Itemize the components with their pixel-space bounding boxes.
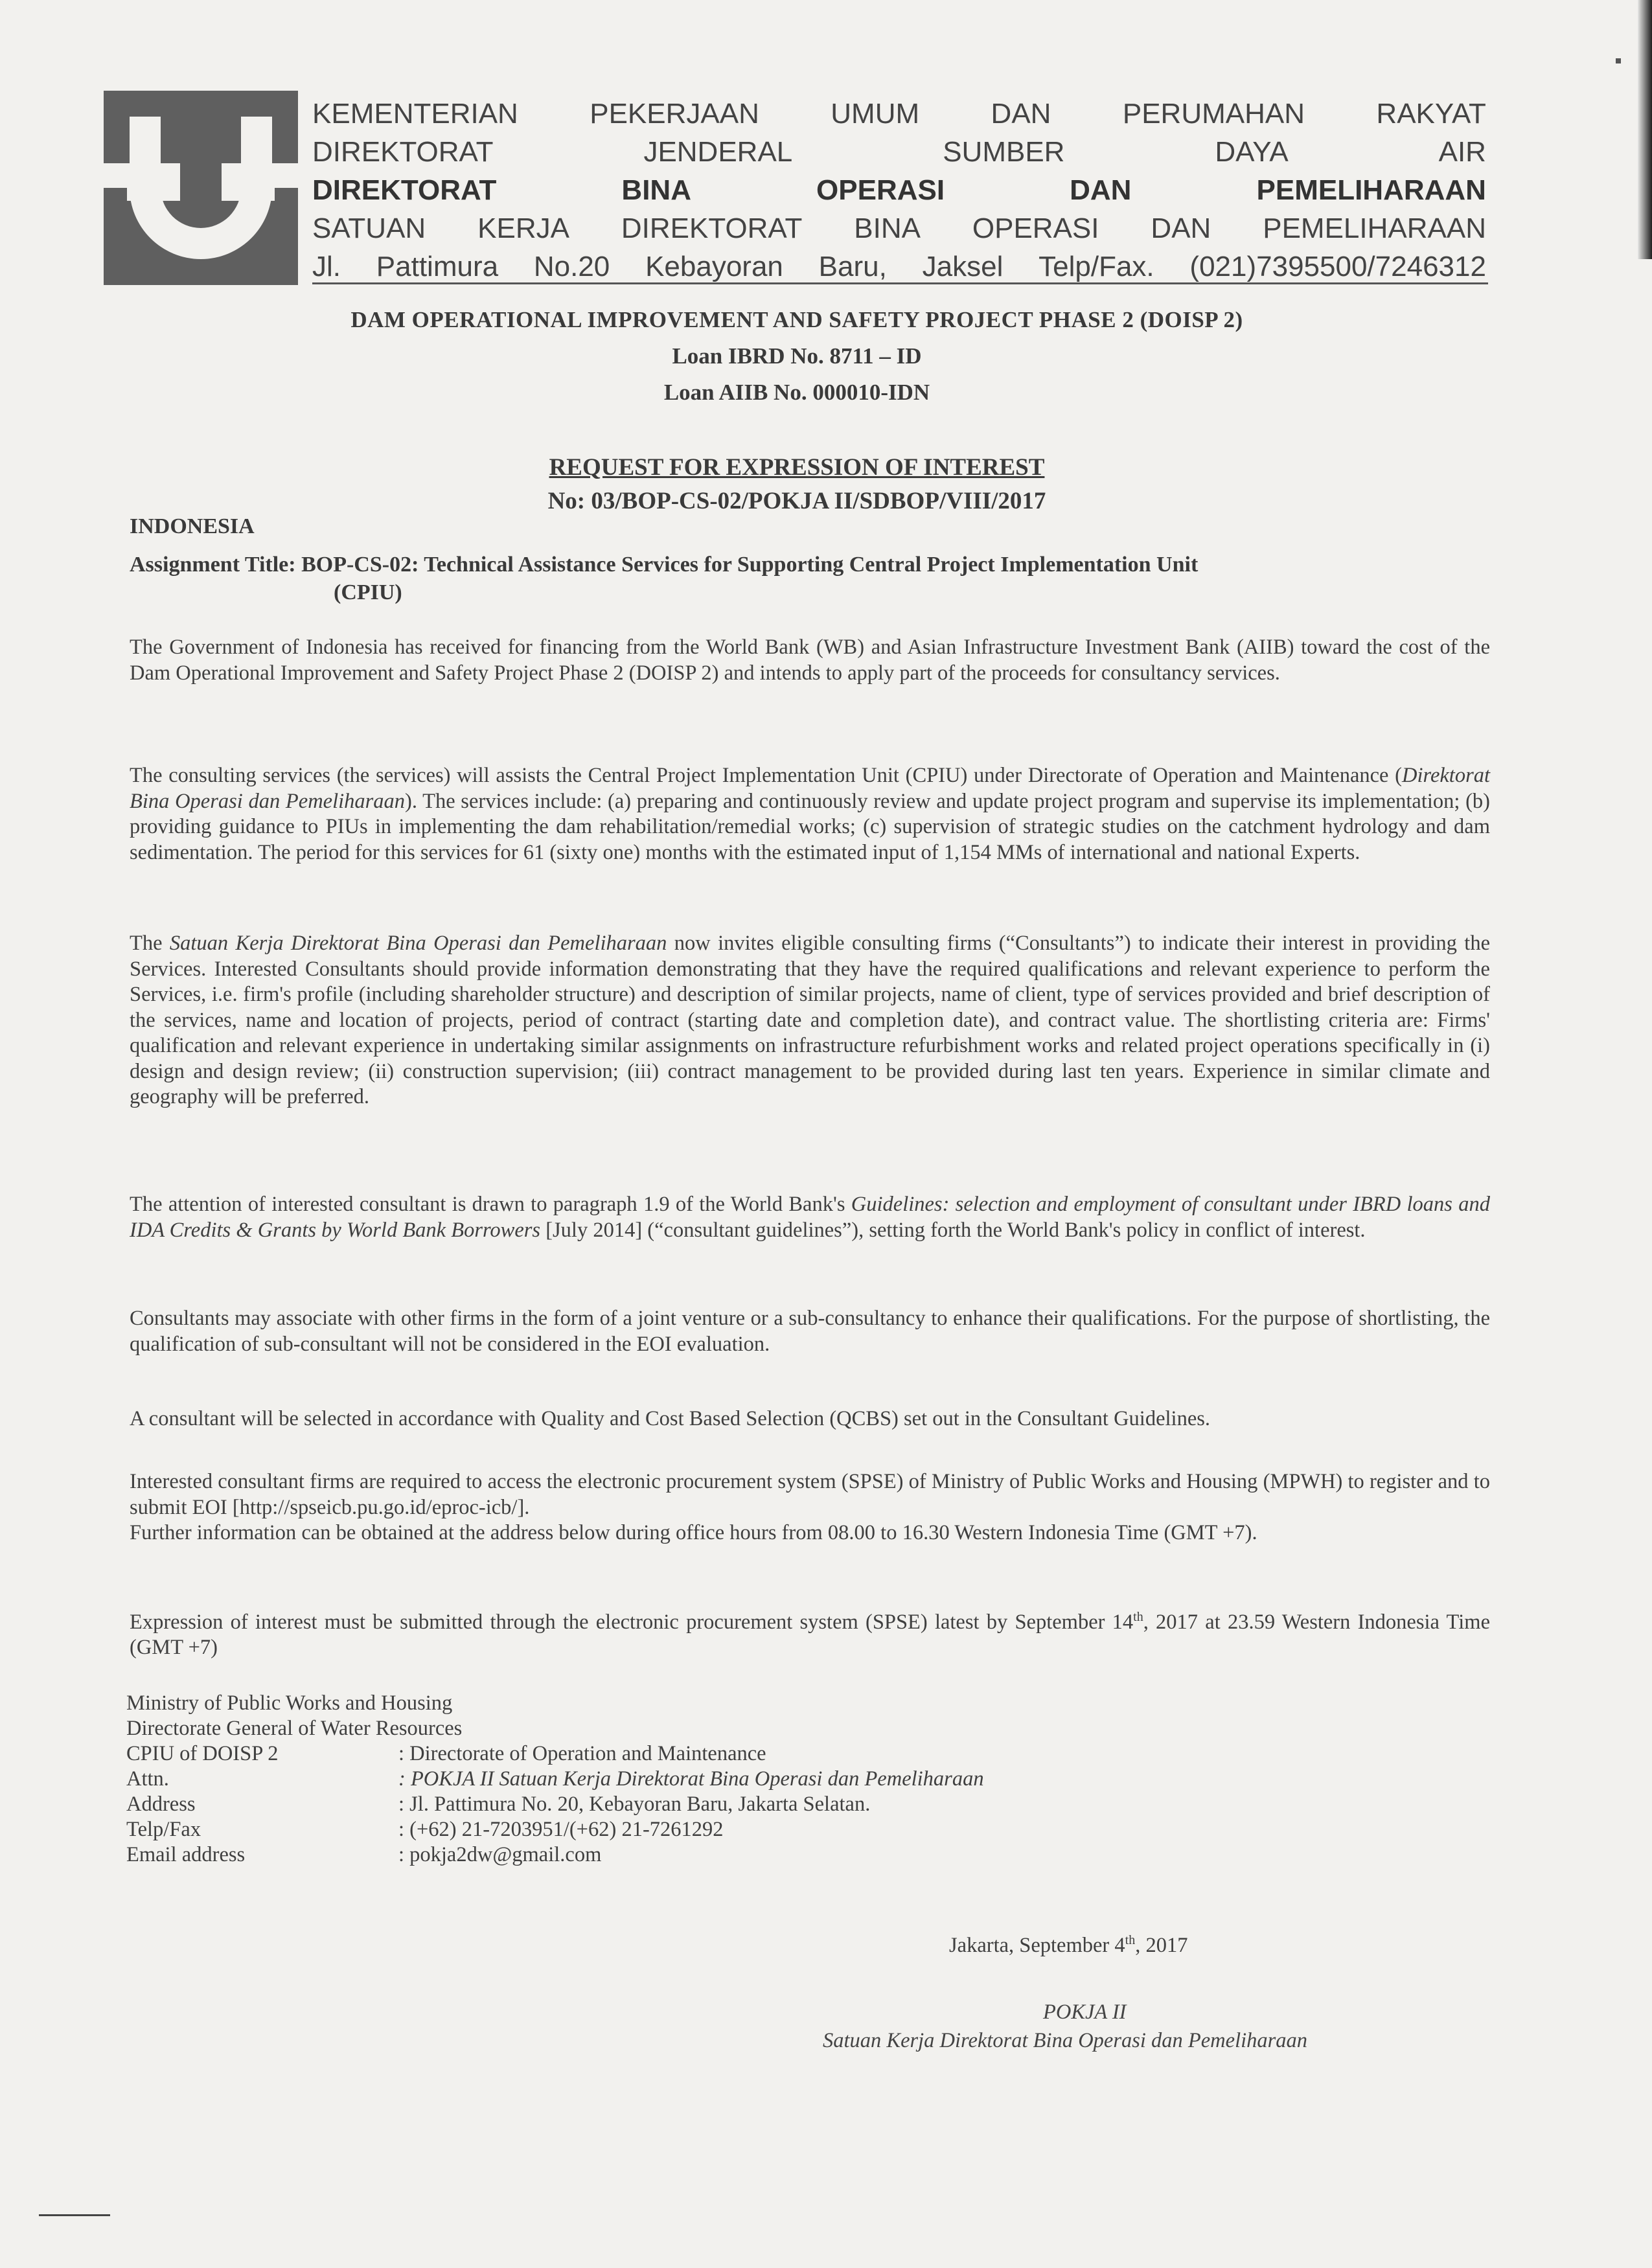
letterhead-word: PERUMAHAN <box>1122 98 1305 130</box>
scan-speck <box>1616 58 1621 63</box>
scan-page-edge <box>1638 0 1652 259</box>
letterhead <box>104 91 1490 285</box>
date-text-b: , 2017 <box>1135 1933 1188 1957</box>
invitation-text-a: The <box>130 932 170 955</box>
registration-text: Interested consultant firms are required to access the electronic procurement system (SPSE) of Ministry of Public Works and Housing (MPWH) to register and to submit EOI [http://spseicb.pu.go.id/eproc-icb/]. <box>130 1470 1490 1519</box>
guidelines-text-b: [July 2014] (“consultant guidelines”), setting forth the World Bank's policy in conflict of interest. <box>540 1218 1366 1242</box>
signature-date <box>949 1933 1187 1958</box>
paragraph-registration <box>130 1469 1490 1546</box>
contact-email: : pokja2dw@gmail.com <box>398 1843 602 1866</box>
deadline-sup: th <box>1133 1610 1143 1624</box>
letterhead-word: DIREKTORAT <box>621 212 803 244</box>
deadline-text-a: Expression of interest must be submitted through the electronic procurement system (SPSE) latest by September 14 <box>130 1610 1134 1634</box>
letterhead-word: Jaksel <box>922 251 1004 282</box>
office-address <box>312 247 1486 286</box>
services-text-b: ). The services include: (a) preparing and continuously review and update project program and supervise its implementation; (b) providing guidance to PIUs in implementing the dam rehabilitation/remedial works; (c) supervision of strategic studies on the catchment hydrology and dam sedimentation. The period for this services for 61 (sixty one) months with the estimated input of 1,154 MMs of international and national Experts. <box>130 789 1490 864</box>
project-title: DAM OPERATIONAL IMPROVEMENT AND SAFETY PROJECT PHASE 2 (DOISP 2) <box>350 307 1243 332</box>
contact-row <box>126 1792 984 1817</box>
paragraph-association: Consultants may associate with other firms in the form of a joint venture or a sub-consultancy to enhance their qualifications. For the purpose of shortlisting, the qualification of sub-consultant will not be considered in the EOI evaluation. <box>130 1307 1490 1356</box>
assignment-title <box>130 551 1438 606</box>
letterhead-rule <box>312 282 1488 284</box>
ministry-name <box>312 95 1486 133</box>
letterhead-word: (021)7395500/7246312 <box>1189 251 1486 282</box>
letterhead-word: BINA <box>621 174 691 206</box>
loan-ibrd: Loan IBRD No. 8711 – ID <box>672 343 922 369</box>
letterhead-word: DAYA <box>1215 136 1289 168</box>
rfe-heading: REQUEST FOR EXPRESSION OF INTEREST <box>549 454 1045 481</box>
letterhead-word: PEMELIHARAAN <box>1263 212 1486 244</box>
deadline-text-b: , 2017 at 23.59 Western Indonesia Time (GMT +7) <box>130 1610 1490 1660</box>
letterhead-word: Jl. <box>312 251 341 282</box>
letterhead-word: DAN <box>1151 212 1211 244</box>
letterhead-word: OPERASI <box>972 212 1099 244</box>
contact-ministry: Ministry of Public Works and Housing <box>126 1691 453 1715</box>
letterhead-word: JENDERAL <box>643 136 793 168</box>
services-text-a: The consulting services (the services) will assists the Central Project Implementation Unit (CPIU) under Directorate of Operation and Maintenance ( <box>130 764 1402 787</box>
services-directorate-italic: Direktorat Bina Operasi dan Pemeliharaan <box>130 764 1490 813</box>
paragraph-financing: The Government of Indonesia has received for financing from the World Bank (WB) and Asian Infrastructure Investment Bank (AIIB) toward the cost of the Dam Operational Improvement and Safety Project Phase 2 (DOISP 2) and intends to apply part of the proceeds for consultancy services. <box>130 636 1490 685</box>
date-sup: th <box>1125 1933 1136 1947</box>
guidelines-text-a: The attention of interested consultant is drawn to paragraph 1.9 of the World Bank's <box>130 1193 851 1216</box>
contact-label: Email address <box>126 1843 246 1866</box>
letterhead-word: BINA <box>854 212 921 244</box>
contact-row <box>126 1767 984 1792</box>
guidelines-title-italic: Guidelines: selection and employment of consultant under IBRD loans and IDA Credits & Grants by World Bank Borrowers <box>130 1193 1490 1242</box>
letterhead-word: SUMBER <box>943 136 1065 168</box>
signature-unit: Satuan Kerja Direktorat Bina Operasi dan Pemeliharaan <box>823 2029 1308 2052</box>
contact-label: Telp/Fax <box>126 1818 201 1841</box>
letterhead-word: KEMENTERIAN <box>312 98 518 130</box>
letterhead-word: UMUM <box>831 98 920 130</box>
contact-row <box>126 1817 984 1842</box>
rfe-number: No: 03/BOP-CS-02/POKJA II/SDBOP/VIII/2017 <box>547 488 1046 514</box>
date-text-a: Jakarta, September 4 <box>949 1933 1125 1957</box>
loan-aiib: Loan AIIB No. 000010-IDN <box>663 380 930 405</box>
letterhead-word: PEKERJAAN <box>590 98 759 130</box>
country: INDONESIA <box>130 514 255 538</box>
contact-row <box>126 1741 984 1767</box>
work-unit-name <box>312 209 1486 247</box>
contact-label: Attn. <box>126 1767 169 1791</box>
letterhead-word: DAN <box>991 98 1051 130</box>
paragraph-invitation <box>130 931 1490 1110</box>
assignment-text: BOP-CS-02: Technical Assistance Services for Supporting Central Project Implementation Unit <box>301 553 1199 577</box>
letterhead-word: RAKYAT <box>1376 98 1486 130</box>
contact-label: CPIU of DOISP 2 <box>126 1742 279 1765</box>
invitation-text-b: now invites eligible consulting firms (“Consultants”) to indicate their interest in providing the Services. Interested Consultants should provide information demonstrating that they have the required qualifications and relevant experience to perform the Services, i.e. firm's profile (including shareholder structure) and description of similar projects, name of client, type of services provided and brief description of the services, name and location of projects, period of contract (starting date and completion date), and contract value. The shortlisting criteria are: Firms' qualification and relevant experience in undertaking similar assignments on infrastructure refurbishment works and related project operations specifically in (i) design and design review; (ii) construction supervision; (iii) contract management to be provided during last ten years. Experience in similar climate and geography will be preferred. <box>130 932 1491 1108</box>
letterhead-word: PEMELIHARAAN <box>1256 174 1486 206</box>
paragraph-selection: A consultant will be selected in accordance with Quality and Cost Based Selection (QCBS) set out in the Consultant Guidelines. <box>130 1407 1211 1430</box>
paragraph-guidelines <box>130 1192 1490 1243</box>
contact-value: : (+62) 21-7203951/(+62) 21-7261292 <box>398 1818 724 1841</box>
office-hours-text: Further information can be obtained at the address below during office hours from 08.00 to 16.30 Western Indonesia Time (GMT +7). <box>130 1521 1257 1544</box>
contact-row <box>126 1842 984 1868</box>
letterhead-word: DIREKTORAT <box>312 174 497 206</box>
assignment-text-cont: (CPIU) <box>334 580 402 604</box>
letterhead-word: Kebayoran <box>645 251 783 282</box>
contact-value: : Directorate of Operation and Maintenance <box>398 1742 766 1765</box>
assignment-label: Assignment Title: <box>130 553 296 577</box>
letterhead-word: DIREKTORAT <box>312 136 494 168</box>
contact-value: : POKJA II Satuan Kerja Direktorat Bina Operasi dan Pemeliharaan <box>398 1767 984 1791</box>
signature-committee: POKJA II <box>1043 2000 1127 2024</box>
letterhead-word: Pattimura <box>376 251 499 282</box>
letterhead-word: No.20 <box>533 251 610 282</box>
letterhead-word: Telp/Fax. <box>1038 251 1154 282</box>
ministry-logo-icon <box>104 91 298 285</box>
directorate-name <box>312 171 1486 209</box>
letterhead-word: DAN <box>1070 174 1132 206</box>
contact-directorate-general: Directorate General of Water Resources <box>126 1717 463 1740</box>
invitation-unit-italic: Satuan Kerja Direktorat Bina Operasi dan Pemeliharaan <box>169 932 667 955</box>
letterhead-word: AIR <box>1438 136 1486 168</box>
contact-block <box>126 1691 984 1868</box>
letterhead-text <box>312 95 1486 286</box>
scan-margin-line <box>39 2214 110 2216</box>
contact-value: : Jl. Pattimura No. 20, Kebayoran Baru, Jakarta Selatan. <box>398 1793 871 1816</box>
letterhead-word: KERJA <box>477 212 569 244</box>
contact-label: Address <box>126 1793 196 1816</box>
paragraph-services <box>130 763 1490 865</box>
paragraph-deadline <box>130 1605 1490 1661</box>
directorate-general-name <box>312 133 1486 171</box>
letterhead-word: Baru, <box>818 251 887 282</box>
letterhead-word: OPERASI <box>816 174 945 206</box>
letterhead-word: SATUAN <box>312 212 426 244</box>
